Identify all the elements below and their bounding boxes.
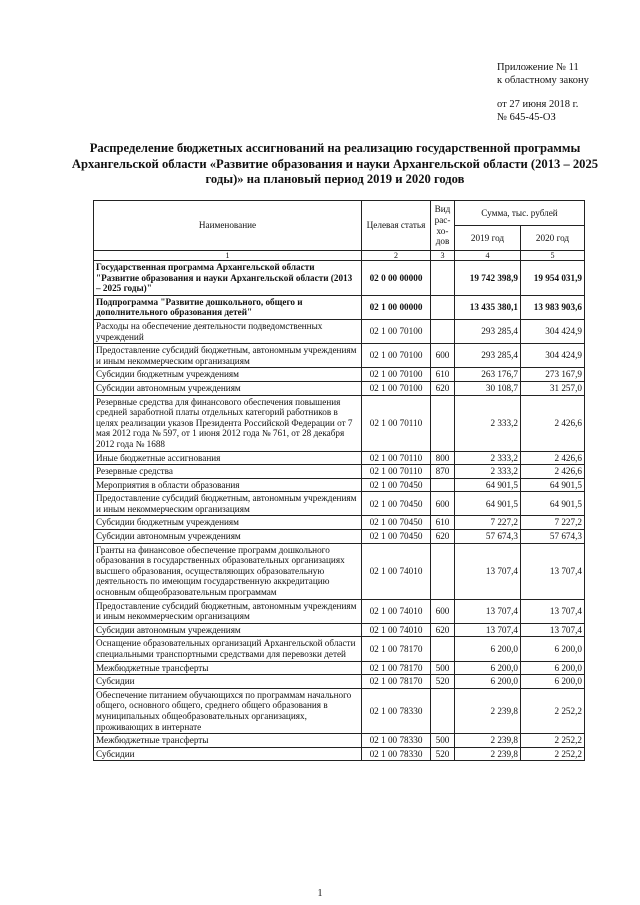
header-sum: Сумма, тыс. рублей [455, 201, 585, 226]
table-row [94, 661, 585, 675]
row-target: 02 1 00 70450 [362, 492, 431, 516]
annex-line: к областному закону [497, 74, 589, 86]
row-sum-2020: 6 200,0 [521, 661, 585, 675]
row-sum-2019: 64 901,5 [455, 478, 521, 492]
row-target: 02 1 00 78170 [362, 675, 431, 689]
row-sum-2019: 30 108,7 [455, 381, 521, 395]
row-kind [431, 261, 455, 296]
budget-table [93, 200, 585, 761]
row-sum-2019: 13 435 380,1 [455, 295, 521, 319]
row-sum-2020: 6 200,0 [521, 675, 585, 689]
row-name: Резервные средства [94, 465, 362, 479]
row-sum-2019: 2 239,8 [455, 688, 521, 733]
header-kind: Вид рас-хо-дов [431, 201, 455, 251]
row-name: Мероприятия в области образования [94, 478, 362, 492]
row-kind: 620 [431, 623, 455, 637]
row-sum-2020: 2 426,6 [521, 465, 585, 479]
row-kind: 610 [431, 516, 455, 530]
row-name: Государственная программа Архангельской области "Развитие образования и науки Архангельской области (2013 – 2025 годы)" [94, 261, 362, 296]
table-row [94, 295, 585, 319]
row-sum-2019: 2 333,2 [455, 395, 521, 451]
row-name: Иные бюджетные ассигнования [94, 451, 362, 465]
row-sum-2019: 7 227,2 [455, 516, 521, 530]
row-target: 02 1 00 70110 [362, 451, 431, 465]
row-sum-2020: 7 227,2 [521, 516, 585, 530]
row-name: Межбюджетные трансферты [94, 734, 362, 748]
table-row [94, 451, 585, 465]
row-kind: 520 [431, 675, 455, 689]
row-target: 02 1 00 74010 [362, 599, 431, 623]
col-number: 5 [521, 251, 585, 261]
header-2019: 2019 год [455, 226, 521, 251]
row-kind [431, 319, 455, 343]
table-row [94, 623, 585, 637]
row-sum-2019: 2 239,8 [455, 747, 521, 761]
annex-line: Приложение № 11 [497, 62, 579, 73]
annex-line: № 645-45-ОЗ [497, 111, 556, 123]
row-name: Субсидии автономным учреждениям [94, 381, 362, 395]
row-target: 02 1 00 78330 [362, 734, 431, 748]
col-number: 4 [455, 251, 521, 261]
table-row [94, 675, 585, 689]
row-sum-2019: 13 707,4 [455, 543, 521, 599]
column-numbers-row [94, 251, 585, 261]
row-kind: 800 [431, 451, 455, 465]
row-sum-2020: 2 252,2 [521, 734, 585, 748]
row-name: Подпрограмма "Развитие дошкольного, общего и дополнительного образования детей" [94, 295, 362, 319]
row-sum-2020: 64 901,5 [521, 492, 585, 516]
row-kind: 500 [431, 661, 455, 675]
row-sum-2020: 2 252,2 [521, 747, 585, 761]
table-row [94, 516, 585, 530]
row-sum-2019: 2 333,2 [455, 465, 521, 479]
table-row [94, 344, 585, 368]
row-kind: 600 [431, 492, 455, 516]
table-row [94, 530, 585, 544]
row-target: 02 1 00 70100 [362, 368, 431, 382]
col-number: 1 [94, 251, 362, 261]
row-kind: 600 [431, 599, 455, 623]
table-row [94, 381, 585, 395]
row-name: Субсидии автономным учреждениям [94, 623, 362, 637]
annex-header [497, 62, 589, 124]
table-row [94, 543, 585, 599]
row-sum-2020: 13 707,4 [521, 599, 585, 623]
row-target: 02 1 00 70450 [362, 530, 431, 544]
row-kind [431, 688, 455, 733]
row-sum-2019: 13 707,4 [455, 599, 521, 623]
row-name: Предоставление субсидий бюджетным, автономным учреждениям и иным некоммерческим организациям [94, 599, 362, 623]
row-target: 02 0 00 00000 [362, 261, 431, 296]
row-name: Обеспечение питанием обучающихся по программам начального общего, основного общего, среднего общего образования в муниципальных общеобразовательных организациях, проживающих в интернате [94, 688, 362, 733]
col-number: 3 [431, 251, 455, 261]
row-sum-2019: 57 674,3 [455, 530, 521, 544]
row-target: 02 1 00 74010 [362, 623, 431, 637]
row-name: Расходы на обеспечение деятельности подведомственных учреждений [94, 319, 362, 343]
row-sum-2020: 57 674,3 [521, 530, 585, 544]
table-row [94, 599, 585, 623]
row-sum-2019: 6 200,0 [455, 661, 521, 675]
row-sum-2019: 13 707,4 [455, 623, 521, 637]
row-name: Предоставление субсидий бюджетным, автономным учреждениям и иным некоммерческим организациям [94, 344, 362, 368]
table-row [94, 688, 585, 733]
row-sum-2020: 2 426,6 [521, 395, 585, 451]
row-sum-2020: 13 707,4 [521, 623, 585, 637]
row-target: 02 1 00 78330 [362, 688, 431, 733]
row-sum-2019: 2 239,8 [455, 734, 521, 748]
row-target: 02 1 00 70450 [362, 516, 431, 530]
row-kind: 870 [431, 465, 455, 479]
header-target: Целевая статья [362, 201, 431, 251]
row-name: Субсидии [94, 747, 362, 761]
row-kind: 520 [431, 747, 455, 761]
row-sum-2020: 19 954 031,9 [521, 261, 585, 296]
row-sum-2019: 64 901,5 [455, 492, 521, 516]
row-name: Субсидии бюджетным учреждениям [94, 516, 362, 530]
row-name: Субсидии бюджетным учреждениям [94, 368, 362, 382]
row-kind: 600 [431, 344, 455, 368]
row-name: Гранты на финансовое обеспечение программ дошкольного образования в государственных образовательных организациях высшего образования, осуществляющих образовательную деятельность по имеющим государственную аккредитацию основным общеобразовательным программам [94, 543, 362, 599]
row-sum-2020: 304 424,9 [521, 344, 585, 368]
row-kind [431, 295, 455, 319]
row-name: Предоставление субсидий бюджетным, автономным учреждениям и иным некоммерческим организациям [94, 492, 362, 516]
row-sum-2020: 273 167,9 [521, 368, 585, 382]
row-sum-2020: 6 200,0 [521, 637, 585, 661]
row-kind: 620 [431, 381, 455, 395]
table-row [94, 368, 585, 382]
table-row [94, 492, 585, 516]
row-sum-2020: 13 707,4 [521, 543, 585, 599]
col-number: 2 [362, 251, 431, 261]
row-kind [431, 395, 455, 451]
row-sum-2020: 304 424,9 [521, 319, 585, 343]
row-target: 02 1 00 74010 [362, 543, 431, 599]
row-target: 02 1 00 70100 [362, 344, 431, 368]
row-sum-2019: 293 285,4 [455, 319, 521, 343]
row-sum-2019: 2 333,2 [455, 451, 521, 465]
row-name: Межбюджетные трансферты [94, 661, 362, 675]
row-sum-2020: 2 426,6 [521, 451, 585, 465]
table-row [94, 747, 585, 761]
row-sum-2020: 2 252,2 [521, 688, 585, 733]
row-sum-2020: 64 901,5 [521, 478, 585, 492]
row-name: Оснащение образовательных организаций Архангельской области специальными транспортными средствами для перевозки детей [94, 637, 362, 661]
page-number: 1 [317, 888, 323, 899]
document-title: Распределение бюджетных ассигнований на реализацию государственной программы Архангельской области «Развитие образования и науки Архангельской области (2013 – 2025 годы)» на плановый период 2019 и 2020 годов [71, 141, 599, 186]
row-kind: 620 [431, 530, 455, 544]
row-kind [431, 543, 455, 599]
table-row [94, 261, 585, 296]
row-sum-2019: 293 285,4 [455, 344, 521, 368]
row-sum-2020: 13 983 903,6 [521, 295, 585, 319]
row-sum-2019: 6 200,0 [455, 675, 521, 689]
row-sum-2019: 6 200,0 [455, 637, 521, 661]
row-target: 02 1 00 78170 [362, 637, 431, 661]
row-kind [431, 637, 455, 661]
table-body [94, 261, 585, 761]
row-target: 02 1 00 70450 [362, 478, 431, 492]
header-name: Наименование [94, 201, 362, 251]
table-row [94, 734, 585, 748]
row-target: 02 1 00 00000 [362, 295, 431, 319]
row-kind: 610 [431, 368, 455, 382]
annex-line: от 27 июня 2018 г. [497, 99, 579, 110]
table-row [94, 637, 585, 661]
header-2020: 2020 год [521, 226, 585, 251]
row-sum-2020: 31 257,0 [521, 381, 585, 395]
row-target: 02 1 00 70110 [362, 465, 431, 479]
table-row [94, 465, 585, 479]
table-row [94, 478, 585, 492]
table-row [94, 319, 585, 343]
row-name: Субсидии автономным учреждениям [94, 530, 362, 544]
row-target: 02 1 00 70100 [362, 319, 431, 343]
row-target: 02 1 00 78170 [362, 661, 431, 675]
row-target: 02 1 00 70110 [362, 395, 431, 451]
row-sum-2019: 19 742 398,9 [455, 261, 521, 296]
row-sum-2019: 263 176,7 [455, 368, 521, 382]
row-target: 02 1 00 70100 [362, 381, 431, 395]
row-kind [431, 478, 455, 492]
row-target: 02 1 00 78330 [362, 747, 431, 761]
row-kind: 500 [431, 734, 455, 748]
row-name: Резервные средства для финансового обеспечения повышения средней заработной платы отдельных категорий работников в целях реализации указов Президента Российской Федерации от 7 мая 2012 года № 597, от 1 июня 2012 года № 761, от 28 декабря 2012 года № 1688 [94, 395, 362, 451]
row-name: Субсидии [94, 675, 362, 689]
table-row [94, 395, 585, 451]
